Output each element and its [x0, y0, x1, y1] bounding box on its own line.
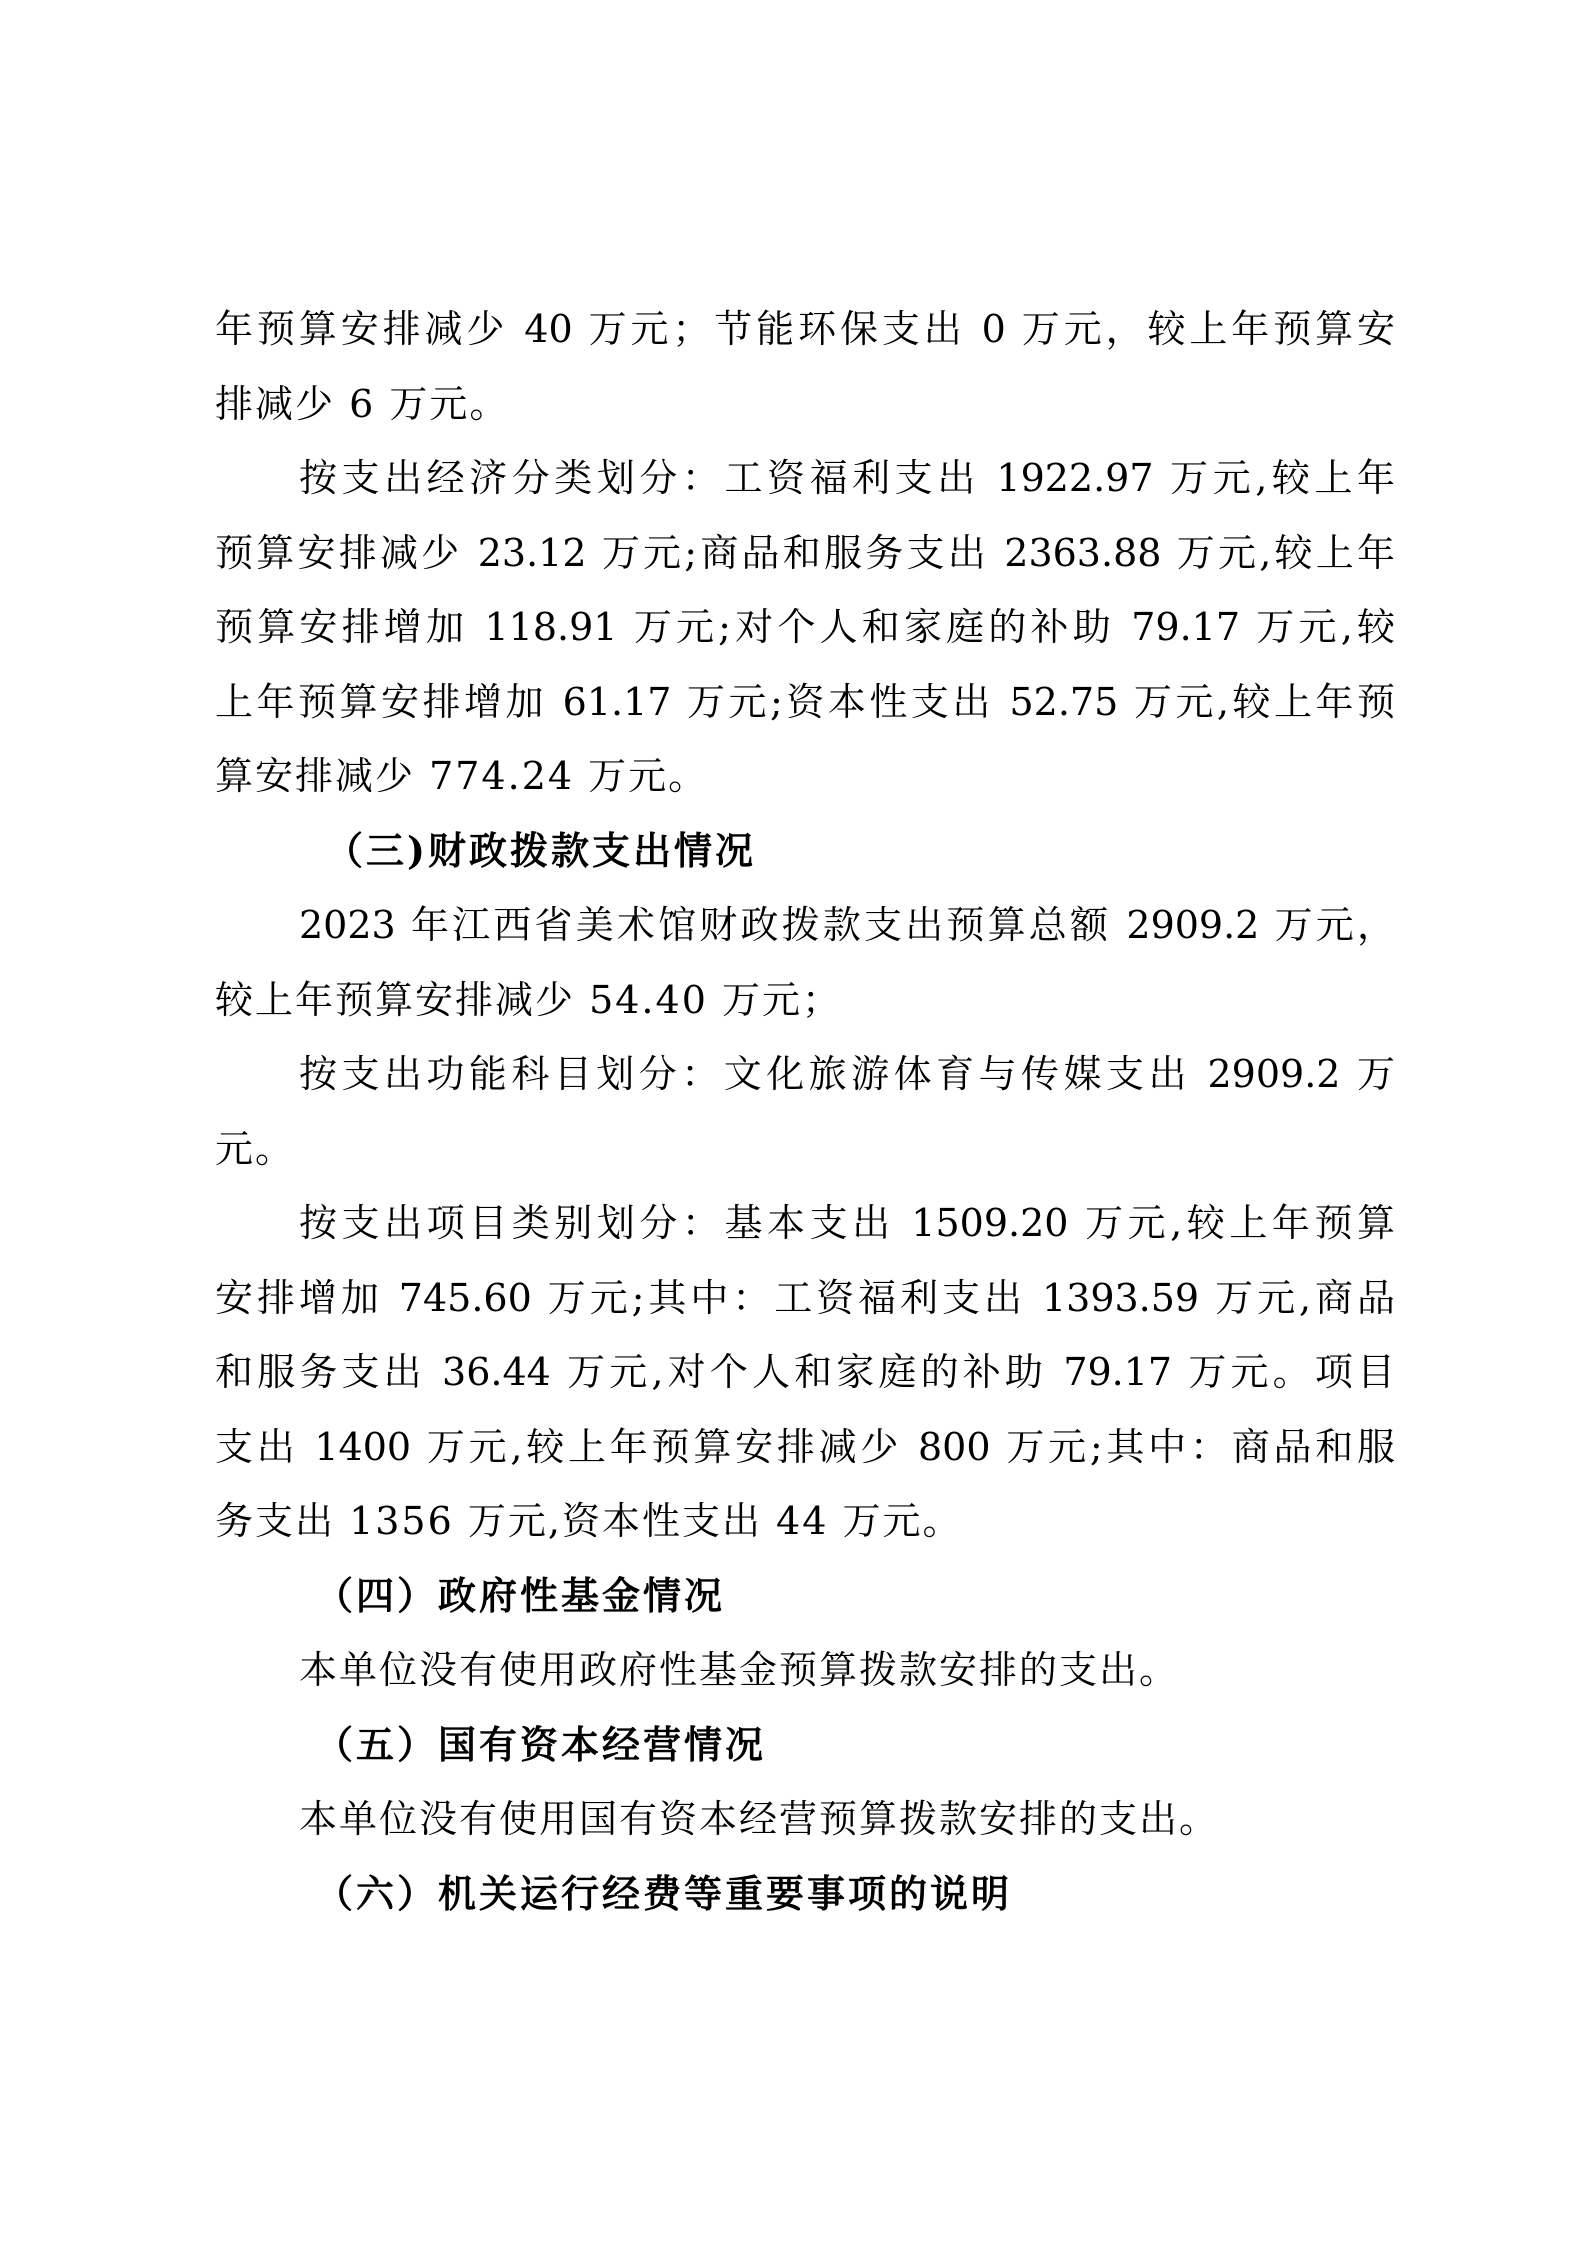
- text-line: 上年预算安排增加 61.17 万元;资本性支出 52.75 万元,较上年预: [215, 679, 1395, 724]
- text-line: 2023 年江西省美术馆财政拨款支出预算总额 2909.2 万元，: [299, 903, 1395, 947]
- section-heading-operating-expenses: （六）机关运行经费等重要事项的说明: [315, 1870, 1013, 1916]
- text-line: 年预算安排减少 40 万元；节能环保支出 0 万元，较上年预算安: [215, 307, 1395, 351]
- section-heading-government-fund: （四）政府性基金情况: [315, 1572, 726, 1618]
- text-line: 较上年预算安排减少 54.40 万元；: [215, 977, 842, 1022]
- paragraph-project-category: [215, 1186, 1395, 1559]
- text-line: 按支出功能科目划分：文化旅游体育与传媒支出 2909.2 万: [299, 1052, 1395, 1096]
- text-line: 和服务支出 36.44 万元,对个人和家庭的补助 79.17 万元。项目: [215, 1350, 1395, 1394]
- paragraph-appropriation-total: [215, 888, 1395, 1037]
- paragraph-energy-spending: [215, 292, 1395, 441]
- text-line: 预算安排增加 118.91 万元;对个人和家庭的补助 79.17 万元,较: [215, 605, 1395, 649]
- section-heading-state-capital: （五）国有资本经营情况: [315, 1721, 767, 1767]
- text-line: 安排增加 745.60 万元;其中：工资福利支出 1393.59 万元,商品: [215, 1275, 1395, 1320]
- paragraph-economic-classification: [215, 441, 1395, 814]
- text-line: 支出 1400 万元,较上年预算安排减少 800 万元;其中：商品和服: [215, 1424, 1395, 1469]
- document-page: [215, 292, 1395, 1931]
- text-line: 预算安排减少 23.12 万元;商品和服务支出 2363.88 万元,较上年: [215, 530, 1395, 575]
- section-heading-fiscal-appropriation: （三)财政拨款支出情况: [325, 827, 756, 873]
- text-line: 算安排减少 774.24 万元。: [215, 754, 709, 798]
- text-line: 排减少 6 万元。: [215, 381, 510, 426]
- paragraph-state-capital: 本单位没有使用国有资本经营预算拨款安排的支出。: [299, 1797, 1220, 1841]
- text-line: 务支出 1356 万元,资本性支出 44 万元。: [215, 1499, 963, 1543]
- text-line: 按支出经济分类划分：工资福利支出 1922.97 万元,较上年: [299, 456, 1395, 500]
- text-line: 元。: [215, 1126, 296, 1171]
- paragraph-government-fund: 本单位没有使用政府性基金预算拨款安排的支出。: [299, 1648, 1180, 1692]
- paragraph-functional-classification: [215, 1037, 1395, 1186]
- text-line: 按支出项目类别划分：基本支出 1509.20 万元,较上年预算: [299, 1201, 1395, 1245]
